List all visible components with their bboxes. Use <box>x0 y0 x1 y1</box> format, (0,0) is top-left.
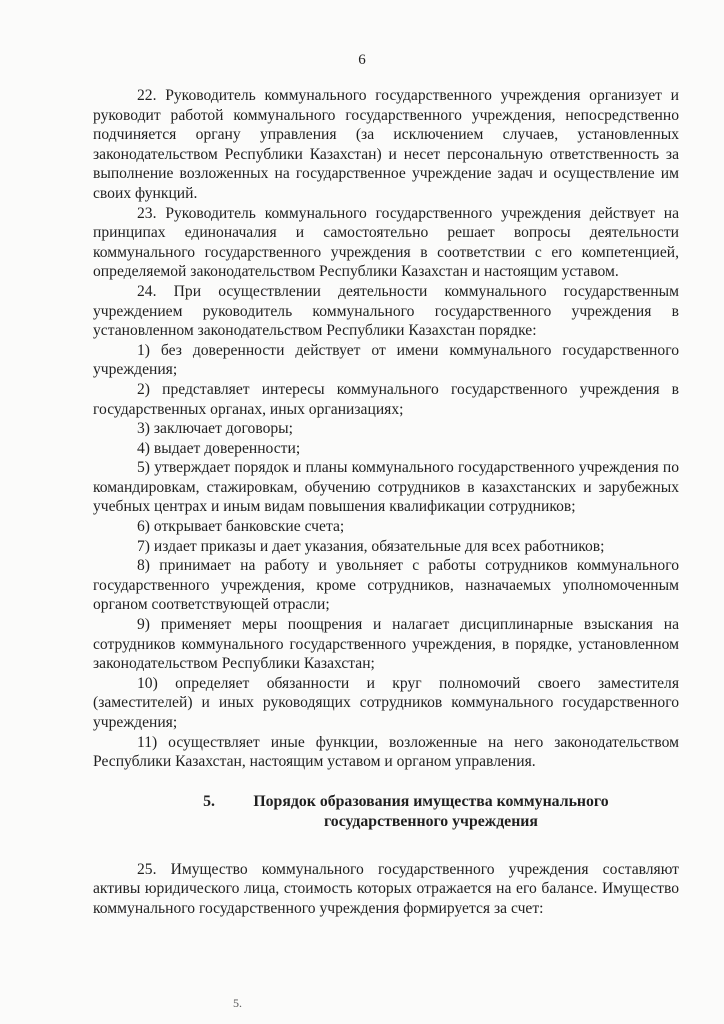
document-body <box>93 86 679 919</box>
list-item-5: 5) утверждает порядок и планы коммунального государственного учреждения по командировкам, стажировкам, обучению сотрудников в казахстанских и зарубежных учебных центрах и иным видам повышения квалификации сотрудников; <box>93 459 679 516</box>
section-heading <box>93 792 679 832</box>
list-item-2: 2) представляет интересы коммунального государственного учреждения в государственных органах, иных организациях; <box>93 380 679 418</box>
list-item-7: 7) издает приказы и дает указания, обязательные для всех работников; <box>137 537 605 555</box>
paragraph-22: 22. Руководитель коммунального государственного учреждения организует и руководит работой коммунального государственного учреждения, непосредственно подчиняется органу управления (за исключением случаев, установленных законодательством Республики Казахстан) и несет персональную ответственность за выполнение возложенных на государственное учреждение задач и осуществление им своих функций. <box>93 87 679 202</box>
list-item-4: 4) выдает доверенности; <box>137 439 301 457</box>
section-number: 5. <box>203 792 215 810</box>
list-item-6: 6) открывает банковские счета; <box>137 518 345 536</box>
paragraph-25: 25. Имущество коммунального государственного учреждения составляют активы юридического лица, стоимость которых отражается на его балансе. Имущество коммунального государственного учреждения формируется за счет: <box>93 860 679 917</box>
page-number: 6 <box>358 52 366 68</box>
list-item-1: 1) без доверенности действует от имени коммунального государственного учреждения; <box>93 341 679 379</box>
list-item-9: 9) применяет меры поощрения и налагает дисциплинарные взыскания на сотрудников коммунального государственного учреждения, в порядке, установленном законодательством Республики Казахстан; <box>93 616 679 673</box>
list-item-11: 11) осуществляет иные функции, возложенные на него законодательством Республики Казахстан, настоящим уставом и органом управления. <box>93 733 679 771</box>
list-item-10: 10) определяет обязанности и круг полномочий своего заместителя (заместителей) и иных руководящих сотрудников коммунального государственного учреждения; <box>93 674 679 731</box>
paragraph-24: 24. При осуществлении деятельности коммунального государственным учреждением руководитель коммунального государственного учреждения в установленном законодательством Республики Казахстан порядке: <box>93 282 679 340</box>
section-title: Порядок образования имущества коммунального государственного учреждения <box>253 792 609 830</box>
footer-mark: 5. <box>233 996 242 1010</box>
paragraph-23: 23. Руководитель коммунального государственного учреждения действует на принципах единоначалия и самостоятельно решает вопросы деятельности коммунального государственного учреждения в соответствии с его компетенцией, определяемой законодательством Республики Казахстан и настоящим уставом. <box>93 204 679 281</box>
section-spacer <box>93 832 679 860</box>
list-item-3: 3) заключает договоры; <box>137 420 293 438</box>
list-item-8: 8) принимает на работу и увольняет с работы сотрудников коммунального государственного учреждения, кроме сотрудников, назначаемых уполномоченным органом соответствующей отрасли; <box>93 557 679 614</box>
